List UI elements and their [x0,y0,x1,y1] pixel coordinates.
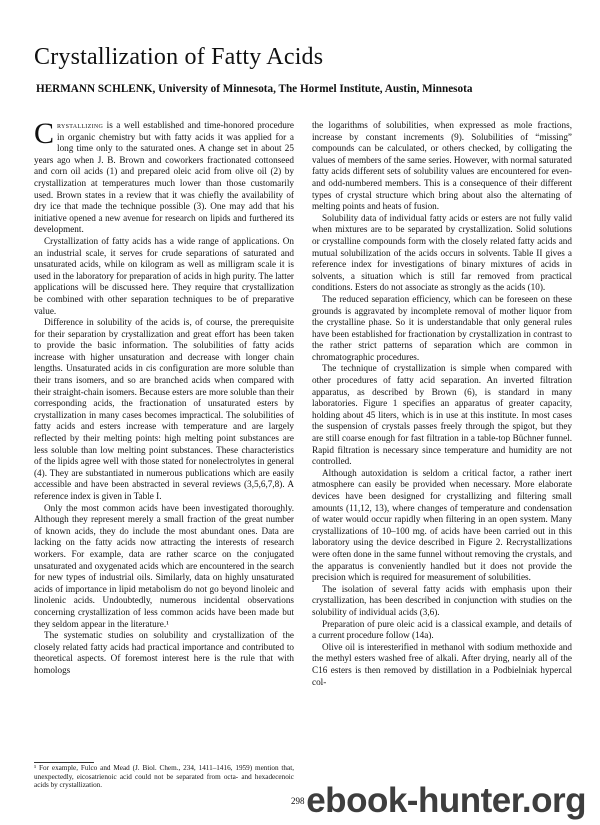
first-word: rystallizing [57,120,104,130]
right-paragraph-2: Solubility data of individual fatty acids or esters are not fully valid when mixtures are to be separated by crystallization. Solid solutions or crystalline compounds form with the closely related fatty acids and mutual solubilization of the acids occurs in solvents. Table II gives a reference index for investigations of binary mixtures of acids in solvents, a situation which is still far removed from practical conditions. Esters do not associate as strongly as the acids (10). [312,212,572,293]
left-column [34,120,294,760]
footnote: ¹ For example, Fulco and Mead (J. Biol. Chem., 234, 1411–1416, 1959) mention that, unexpectedly, eicosatrienoic acid could not be separated from octa- and hexadecenoic acids by crystallization. [34,764,294,790]
author-byline: HERMANN SCHLENK, University of Minnesota, The Hormel Institute, Austin, Minnesota [36,83,473,95]
right-paragraph-7: Preparation of pure oleic acid is a classical example, and details of a current procedure follow (14a). [312,618,572,641]
drop-cap: C [34,120,55,150]
footnote-divider [34,762,94,763]
right-paragraph-4: The technique of crystallization is simple when compared with other procedures of fatty acid separation. An inverted filtration apparatus, as described by Brown (6), is standard in many laboratories. Figure 1 specifies an apparatus of greater capacity, holding about 45 liters, which is in use at this institute. In most cases the suspension of crystals passes freely through the spigot, but they are still coarse enough for fast filtration in a table-top Büchner funnel. Rapid filtration is necessary since temperature and humidity are not controlled. [312,363,572,467]
left-paragraph-1-text: is a well established and time-honored procedure in organic chemistry but with fatty acids it was applied for a long time only to the saturated ones. A change set in about 25 years ago when J. B. Brown and coworkers fractionated cottonseed and corn oil acids (1) and prepared oleic acid from olive oil (2) by crystallization at temperatures much lower than those customarily used. Brown states in a review that it was chiefly the availability of dry ice that made the technique possible (3). One may add that his initiative opened a new avenue for research on lipids and furthered its development. [34,120,294,235]
right-paragraph-5: Although autoxidation is seldom a critical factor, a rather inert atmosphere can easily be provided when necessary. More elaborate devices have been designed for crystallizing and filtering small amounts (11,12, 13), where changes of temperature and condensation of water would occur rapidly when filtering in an open system. Many crystallizations of 10–100 mg. of acids have been carried out in this laboratory using the device described in Figure 2. Recrystallizations were often done in the same funnel without removing the crystals, and the apparatus is conveniently handled but it does not provide the precision which is required for measurement of solubilities. [312,467,572,583]
right-paragraph-6: The isolation of several fatty acids with emphasis upon their crystallization, has been described in conjunction with studies on the solubility of individual acids (3,6). [312,583,572,617]
page-number: 298 [291,796,305,806]
left-paragraph-2: Crystallization of fatty acids has a wide range of applications. On an industrial scale, it serves for crude separations of saturated and unsaturated acids, while on kilogram as well as milligram scale it is used in the laboratory for preparation of acids in high purity. The latter applications will be discussed here. They require that crystallization be combined with other separation techniques to be of preparative value. [34,235,294,316]
watermark-text: ebook-hunter.org [306,781,586,820]
right-column [312,120,572,760]
left-paragraph-1 [34,120,294,236]
article-title: Crystallization of Fatty Acids [34,44,324,70]
right-paragraph-3: The reduced separation efficiency, which can be foreseen on these grounds is aggravated by incomplete removal of mother liquor from the crystalline phase. So it is understandable that only general rules have been established for fractionation by crystallization in contrast to the rather strict patterns of separation which are common in chromatographic procedures. [312,293,572,362]
right-paragraph-1: the logarithms of solubilities, when expressed as mole fractions, increase by constant increments (9). Solubilities of “missing” compounds can be calculated, or others checked, by colligating the values of members of the same series. However, with normal saturated fatty acids different sets of solubility values are encountered for even- and odd-numbered members. This is a consequence of their different types of crystal structure which bring about also the alternating of melting points and heats of fusion. [312,120,572,212]
left-paragraph-5: The systematic studies on solubility and crystallization of the closely related fatty acids had practical importance and contributed to theoretical aspects. Of foremost interest here is the rule that with homologs [34,630,294,675]
right-paragraph-8: Olive oil is interesterified in methanol with sodium methoxide and the methyl esters washed free of alkali. After drying, nearly all of the C16 esters is then removed by distillation in a Podbielniak hypercal col- [312,641,572,687]
left-paragraph-4: Only the most common acids have been investigated thoroughly. Although they represent merely a small fraction of the great number of known acids, they do include the most abundant ones. Data are lacking on the fatty acids now attracting the interests of research workers. For example, data are rather scarce on the conjugated unsaturated and oxygenated acids which are encountered in the search for new types of industrial oils. Similarly, data on highly unsaturated acids of importance in lipid metabolism do not go beyond linoleic and linolenic acids. Undoubtedly, numerous incidental observations concerning crystallization of less common acids have been made but they seldom appear in the literature.¹ [34,502,294,629]
left-paragraph-3: Difference in solubility of the acids is, of course, the prerequisite for their separation by crystallization and great effort has been taken to provide the basic information. The solubilities of fatty acids increase with higher unsaturation and decrease with longer chain lengths. Unsaturated acids in cis configuration are more soluble than their trans isomers, and so are branched acids when compared with their straight-chain isomers. Because esters are more soluble than their corresponding acids, the fractionation of unsaturated esters by crystallization in many cases becomes impractical. The solubilities of fatty acids and esters increase with temperature and are largely reflected by their melting points: high melting point substances are less soluble than low melting point substances. These characteristics of the lipids agree well with those stated for nonelectrolytes in general (4). They are substantiated in numerous publications which are easily accessible and have been abstracted in several reviews (3,5,6,7,8). A reference index is given in Table I. [34,317,294,501]
